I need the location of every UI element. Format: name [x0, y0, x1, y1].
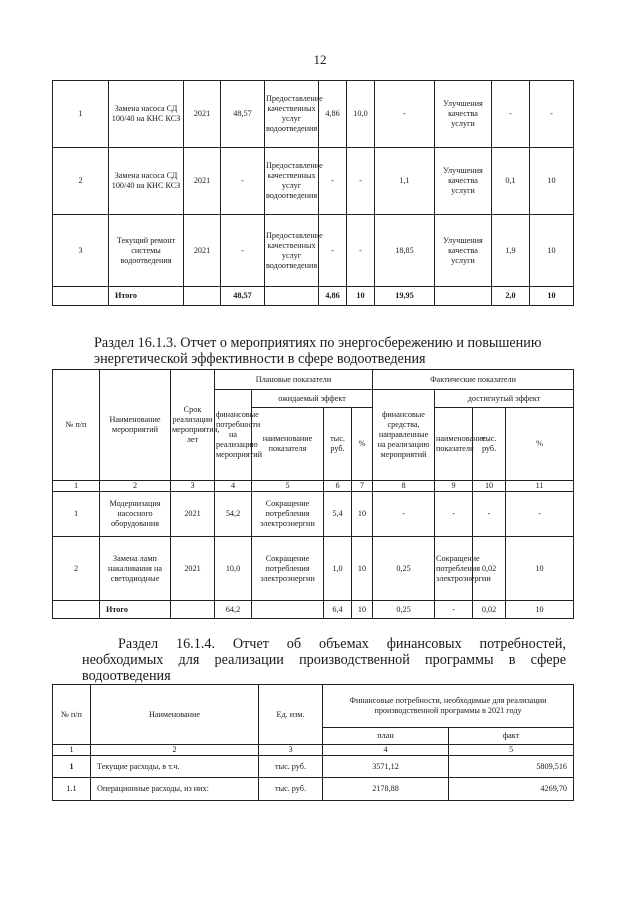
- table-row: 1 Текущие расходы, в т.ч. тыс. руб. 3571,12 5809,516: [53, 756, 574, 778]
- section-heading-line: Раздел 16.1.4. Отчет об объемах финансовых потребностей,: [118, 636, 566, 652]
- column-number-row: 1 2 3 4 5: [53, 745, 574, 756]
- total-row: Итого 48,57 4,86 10 19,95 2,0 10: [53, 287, 574, 306]
- table-row: 1 Замена насоса СД 100/40 на КНС КСЗ 2021 48,57 Предоставление качественных услуг водоотведения 4,86 10,0 - Улучшения качества услуги - -: [53, 81, 574, 148]
- table-row: 1 Модернизация насосного оборудования 2021 54,2 Сокращение потребления электроэнергии 5,4 10 - - - -: [53, 492, 574, 537]
- table-row: 1.1 Операционные расходы, из них: тыс. руб. 2178,88 4269,70: [53, 778, 574, 801]
- table-header-row: план факт: [53, 728, 574, 745]
- section-16-1-3-heading: [94, 335, 574, 367]
- table-row: 2 Замена насоса СД 100/40 на КНС КСЗ 2021 - Предоставление качественных услуг водоотведения - - 1,1 Улучшения качества услуги 0,1 10: [53, 148, 574, 215]
- section-heading-line: необходимых для реализации производственной программы в сфере: [82, 652, 566, 668]
- total-row: Итого 64,2 6,4 10 0,25 - 0,02 10: [53, 601, 574, 619]
- table-header-row: финансовые потребности на реализацию мероприятий ожидаемый эффект финансовые средства, направленные на реализацию мероприятий достигнутый эффект: [53, 390, 574, 408]
- table-row: 3 Текущий ремонт системы водоотведения 2021 - Предоставление качественных услуг водоотведения - - 18,85 Улучшения качества услуги 1,9 10: [53, 215, 574, 287]
- table-header-row: № п/п Наименование Ед. изм. Финансовые потребности, необходимые для реализации производственной программы в 2021 году: [53, 685, 574, 728]
- column-number-row: 1 2 3 4 5 6 7 8 9 10 11: [53, 481, 574, 492]
- table-header-row: наименование показателя тыс. руб. % наименование показателя тыс. руб. %: [53, 408, 574, 481]
- financial-needs-table: [52, 684, 574, 801]
- section-heading-line: энергетической эффективности в сфере водоотведения: [94, 351, 426, 367]
- energy-saving-report-table: [52, 369, 574, 619]
- section-heading-line: Раздел 16.1.3. Отчет о мероприятиях по энергосбережению и повышению: [94, 335, 542, 351]
- section-16-1-4-heading: [82, 636, 566, 684]
- table-header-row: № п/п Наименование мероприятий Срок реализации мероприятия, лет Плановые показатели Фактические показатели: [53, 370, 574, 390]
- section-heading-line: водоотведения: [82, 668, 171, 684]
- table-row: 2 Замена ламп накаливания на светодиодные 2021 10,0 Сокращение потребления электроэнергии 1,0 10 0,25 Сокращение потребления электроэнергии 0,02 10: [53, 537, 574, 601]
- page-number: 12: [313, 52, 327, 67]
- energy-measures-table-continued: [52, 80, 574, 306]
